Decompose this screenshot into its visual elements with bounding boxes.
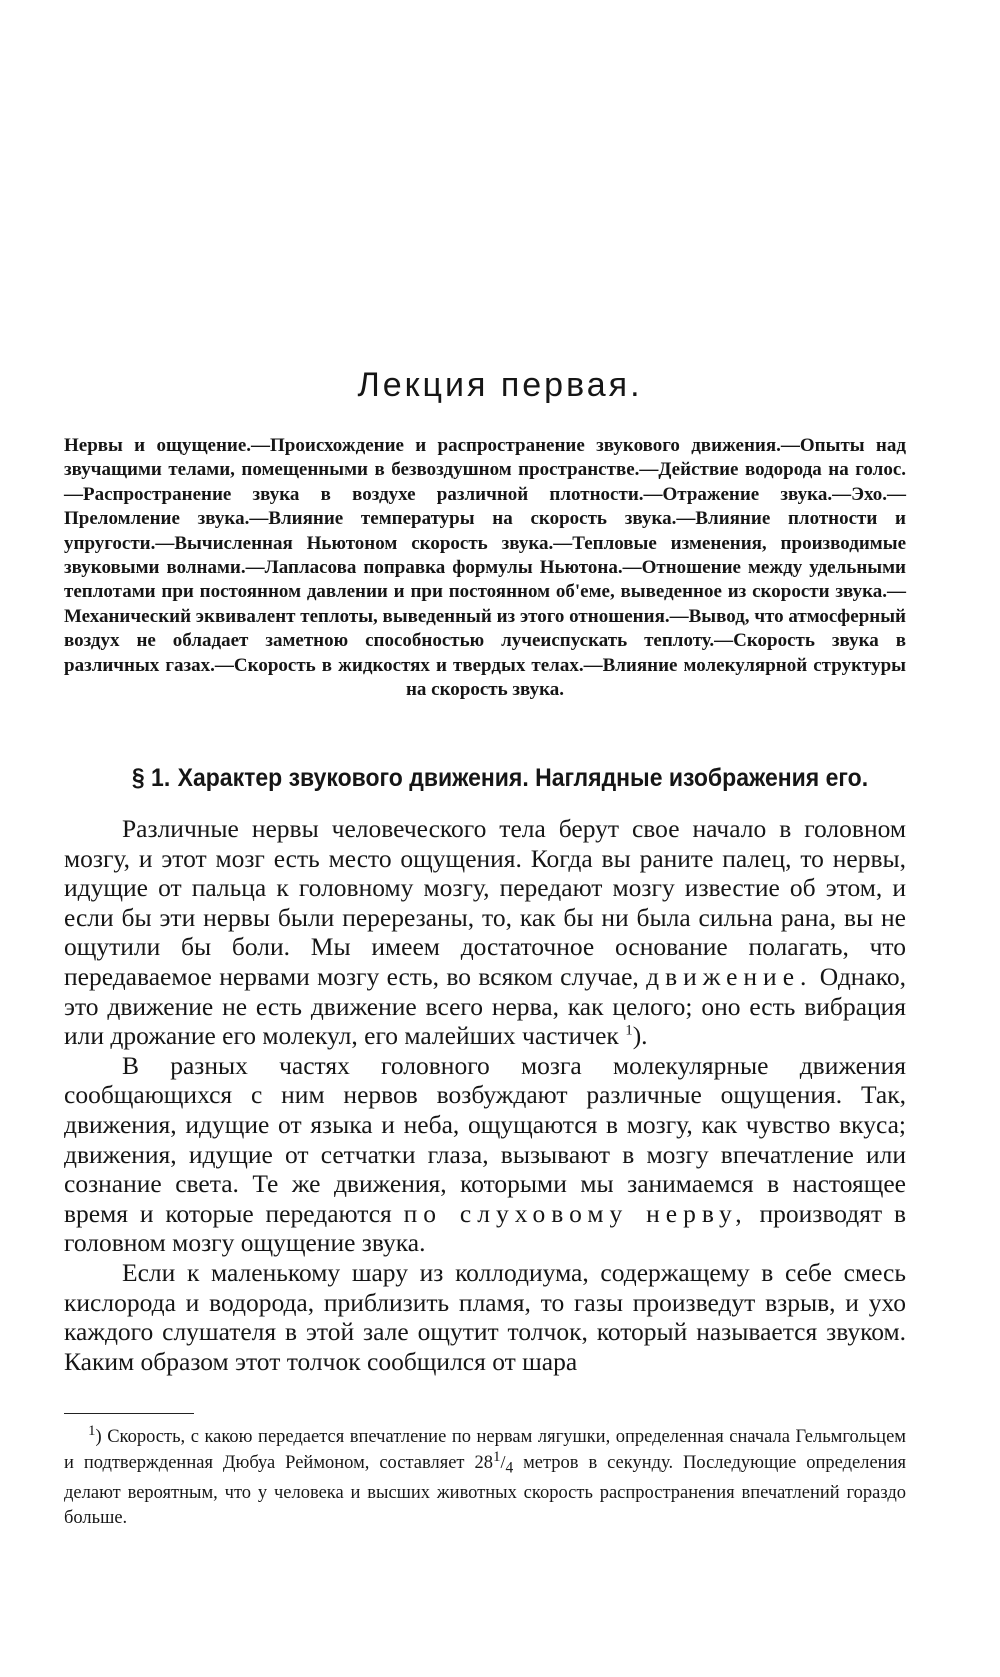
paragraph-2-text-a: В разных частях головного мозга молекулярные движения сообщающихся с ним нервов возбуждают различные ощущения. Так, движения, идущие от языка и неба, ощущаются в мозгу, как чувство вкуса; движения, идущие от сетчатки глаза, вызывают в мозгу впечатление или сознание света. Те же движения, которыми мы занимаемся в настоящее время и которые передаются: [64, 1050, 906, 1228]
section-title: Характер звукового движения. Наглядные изображения его.: [177, 764, 869, 792]
section-mark: § 1.: [131, 764, 171, 792]
paragraph-1-text-a: Различные нервы человеческого тела берут свое начало в головном мозгу, и этот мозг есть место ощущения. Когда вы раните палец, то нервы, идущие от пальца к головному мозгу, передают мозгу известие об этом, и если бы эти нервы были перерезаны, то, как бы ни была сильна рана, вы не ощутили бы боли. Мы имеем достаточное основание полагать, что передаваемое нервами мозгу есть, во всяком случае,: [64, 814, 906, 991]
body-text: [64, 814, 906, 1376]
paragraph-2-text-b: производят в головном мозгу ощущение звука.: [64, 1198, 907, 1258]
lecture-title: Лекция первая.: [357, 366, 643, 404]
paragraph-1: [64, 814, 906, 1051]
section-heading: [40, 764, 960, 793]
paragraph-1-text-b: Однако, это движение не есть движение всего нерва, как целого; оно есть вибрация или дрожание его молекул, его малейших частичек: [64, 961, 906, 1051]
footnote-fraction-numerator: 1: [492, 1448, 501, 1465]
paragraph-2: [64, 1051, 906, 1258]
paragraph-2-spaced-phrase: по слуховому нерву,: [403, 1198, 748, 1228]
footnote: $^1$) Скорость, с какою передается впечатление по нервам лягушки, определенная сначала Гельмгольцем и подтвержденная Дюбуа Реймоном, составляет $28^1/_4$ метров в секунду. Последующие определения делают вероятным, что у человека и высших животных скорость распространения впечатлений гораздо больше.: [64, 1422, 906, 1528]
paragraph-3: Если к маленькому шару из коллодиума, содержащему в себе смесь кислорода и водорода, приблизить пламя, то газы произведут взрыв, и ухо каждого слушателя в этой зале ощутит толчок, который называется звуком. Каким образом этот толчок сообщился от шара: [64, 1257, 906, 1376]
footnote-divider: [64, 1413, 194, 1414]
lecture-synopsis: Нервы и ощущение.—Происхождение и распространение звукового движения.—Опыты над звучащими телами, помещенными в безвоздушном пространстве.—Действие водорода на голос.—Распространение звука в воздухе различной плотности.—Отражение звука.—Эхо.—Преломление звука.—Влияние температуры на скорость звука.—Влияние плотности и упругости.—Вычисленная Ньютоном скорость звука.—Тепловые изменения, производимые звуковыми волнами.—Лапласова поправка формулы Ньютона.—Отношение между удельными теплотами при постоянном давлении и при постоянном об'еме, выведенное из скорости звука.—Механический эквивалент теплоты, выведенный из этого отношения.—Вывод, что атмосферный воздух не обладает заметною способностью лучеиспускать теплоту.—Скорость звука в различных газах.—Скорость в жидкостях и твердых телах.—Влияние молекулярной структуры на скорость звука.: [64, 435, 906, 701]
paragraph-1-text-c: ).: [632, 1021, 648, 1051]
footnote-reference[interactable]: 1: [625, 1022, 633, 1039]
paragraph-1-spaced-word: движение.: [646, 961, 813, 991]
footnote-fraction-denominator: 4: [505, 1459, 514, 1477]
footnote-number: 1: [88, 1422, 96, 1439]
footnote-speed-number: 28: [474, 1453, 493, 1473]
footnote-text-b: метров в секунду. Последующие определения делают вероятным, что у человека и высших животных скорость распространения впечатлений гораздо больше.: [64, 1453, 906, 1528]
footnote-text-a: ) Скорость, с какою передается впечатление по нервам лягушки, определенная сначала Гельмгольцем и подтвержденная Дюбуа Реймоном, составляет: [64, 1427, 906, 1473]
